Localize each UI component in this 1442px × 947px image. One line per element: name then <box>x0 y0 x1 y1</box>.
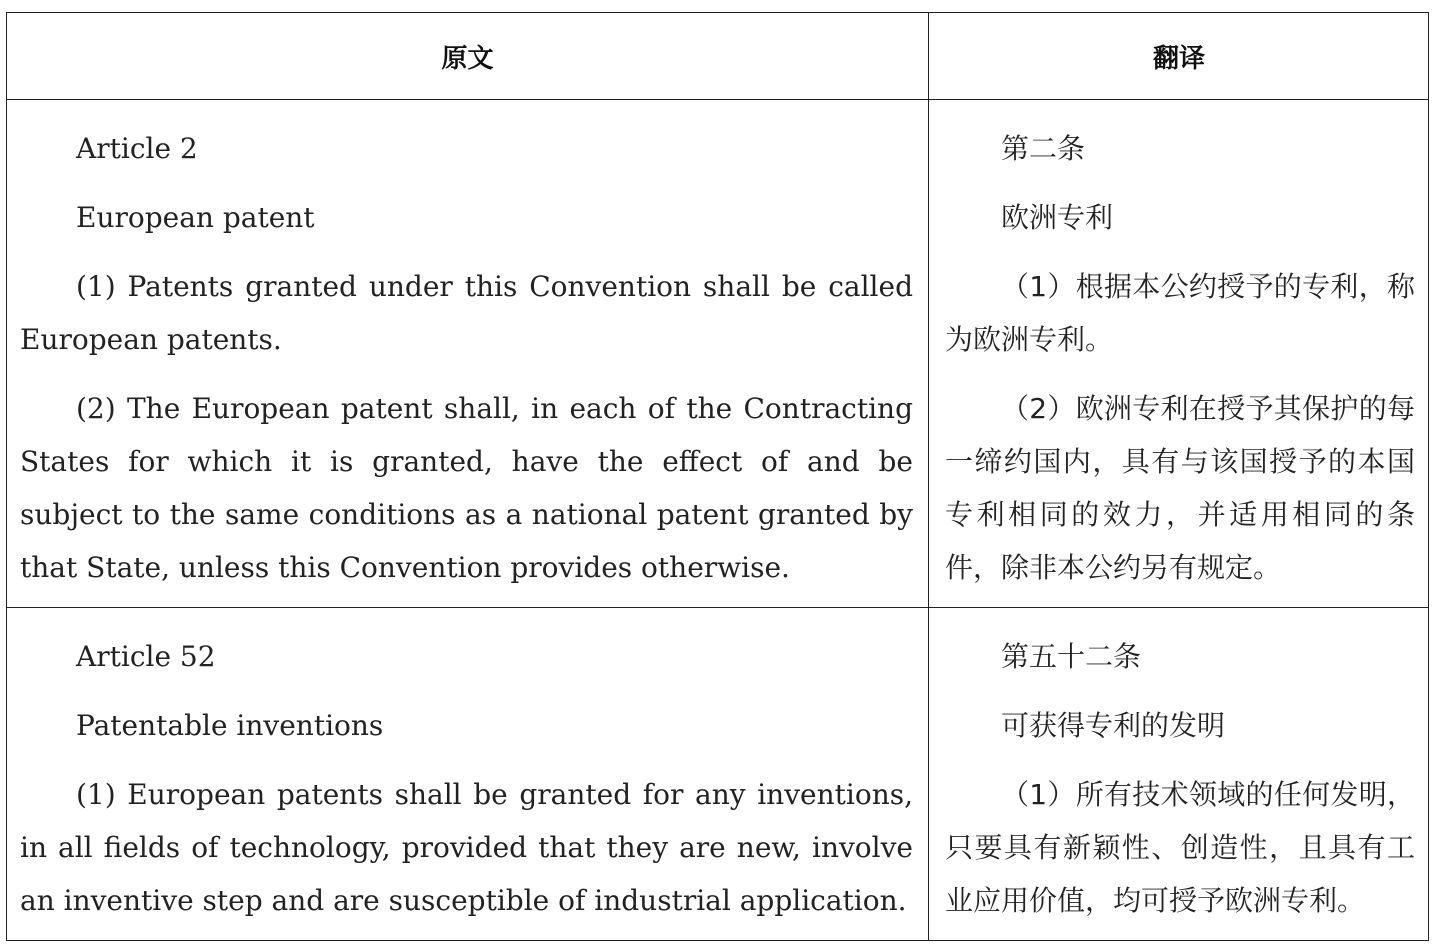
column-divider <box>928 13 929 940</box>
header-translation: 翻译 <box>1152 44 1205 74</box>
article-number: Article 2 <box>76 132 198 165</box>
paragraph: (1) European patents shall be granted for any inventions, in all fields of technology, provided that they are new, involve an inventive step and are susceptible of industrial application. <box>20 778 913 917</box>
paragraph: （1）所有技术领域的任何发明，只要具有新颖性、创造性，且具有工业应用价值，均可授予欧洲专利。 <box>945 778 1415 917</box>
article-title: 可获得专利的发明 <box>1001 709 1226 742</box>
article-number: Article 52 <box>76 640 216 673</box>
article-number: 第五十二条 <box>1001 640 1142 673</box>
article-title: European patent <box>76 201 315 234</box>
row1-original-cell <box>20 122 913 594</box>
article-title: Patentable inventions <box>76 709 384 742</box>
row2-translation-cell <box>945 630 1415 927</box>
paragraph: （2）欧洲专利在授予其保护的每一缔约国内，具有与该国授予的本国专利相同的效力，并适用相同的条件，除非本公约另有规定。 <box>945 392 1415 584</box>
translation-table <box>6 12 1429 941</box>
row2-original-cell <box>20 630 913 927</box>
paragraph: （1）根据本公约授予的专利，称为欧洲专利。 <box>945 270 1415 356</box>
article-title: 欧洲专利 <box>1001 201 1114 234</box>
row1-translation-cell <box>945 122 1415 594</box>
paragraph: (1) Patents granted under this Convention shall be called European patents. <box>20 270 913 356</box>
article-number: 第二条 <box>1001 132 1086 165</box>
paragraph: (2) The European patent shall, in each of the Contracting States for which it is granted, have the effect of and be subject to the same conditions as a national patent granted by that State, unless this Convention provides otherwise. <box>20 392 913 584</box>
header-original: 原文 <box>441 44 494 74</box>
row-divider <box>7 607 1428 608</box>
